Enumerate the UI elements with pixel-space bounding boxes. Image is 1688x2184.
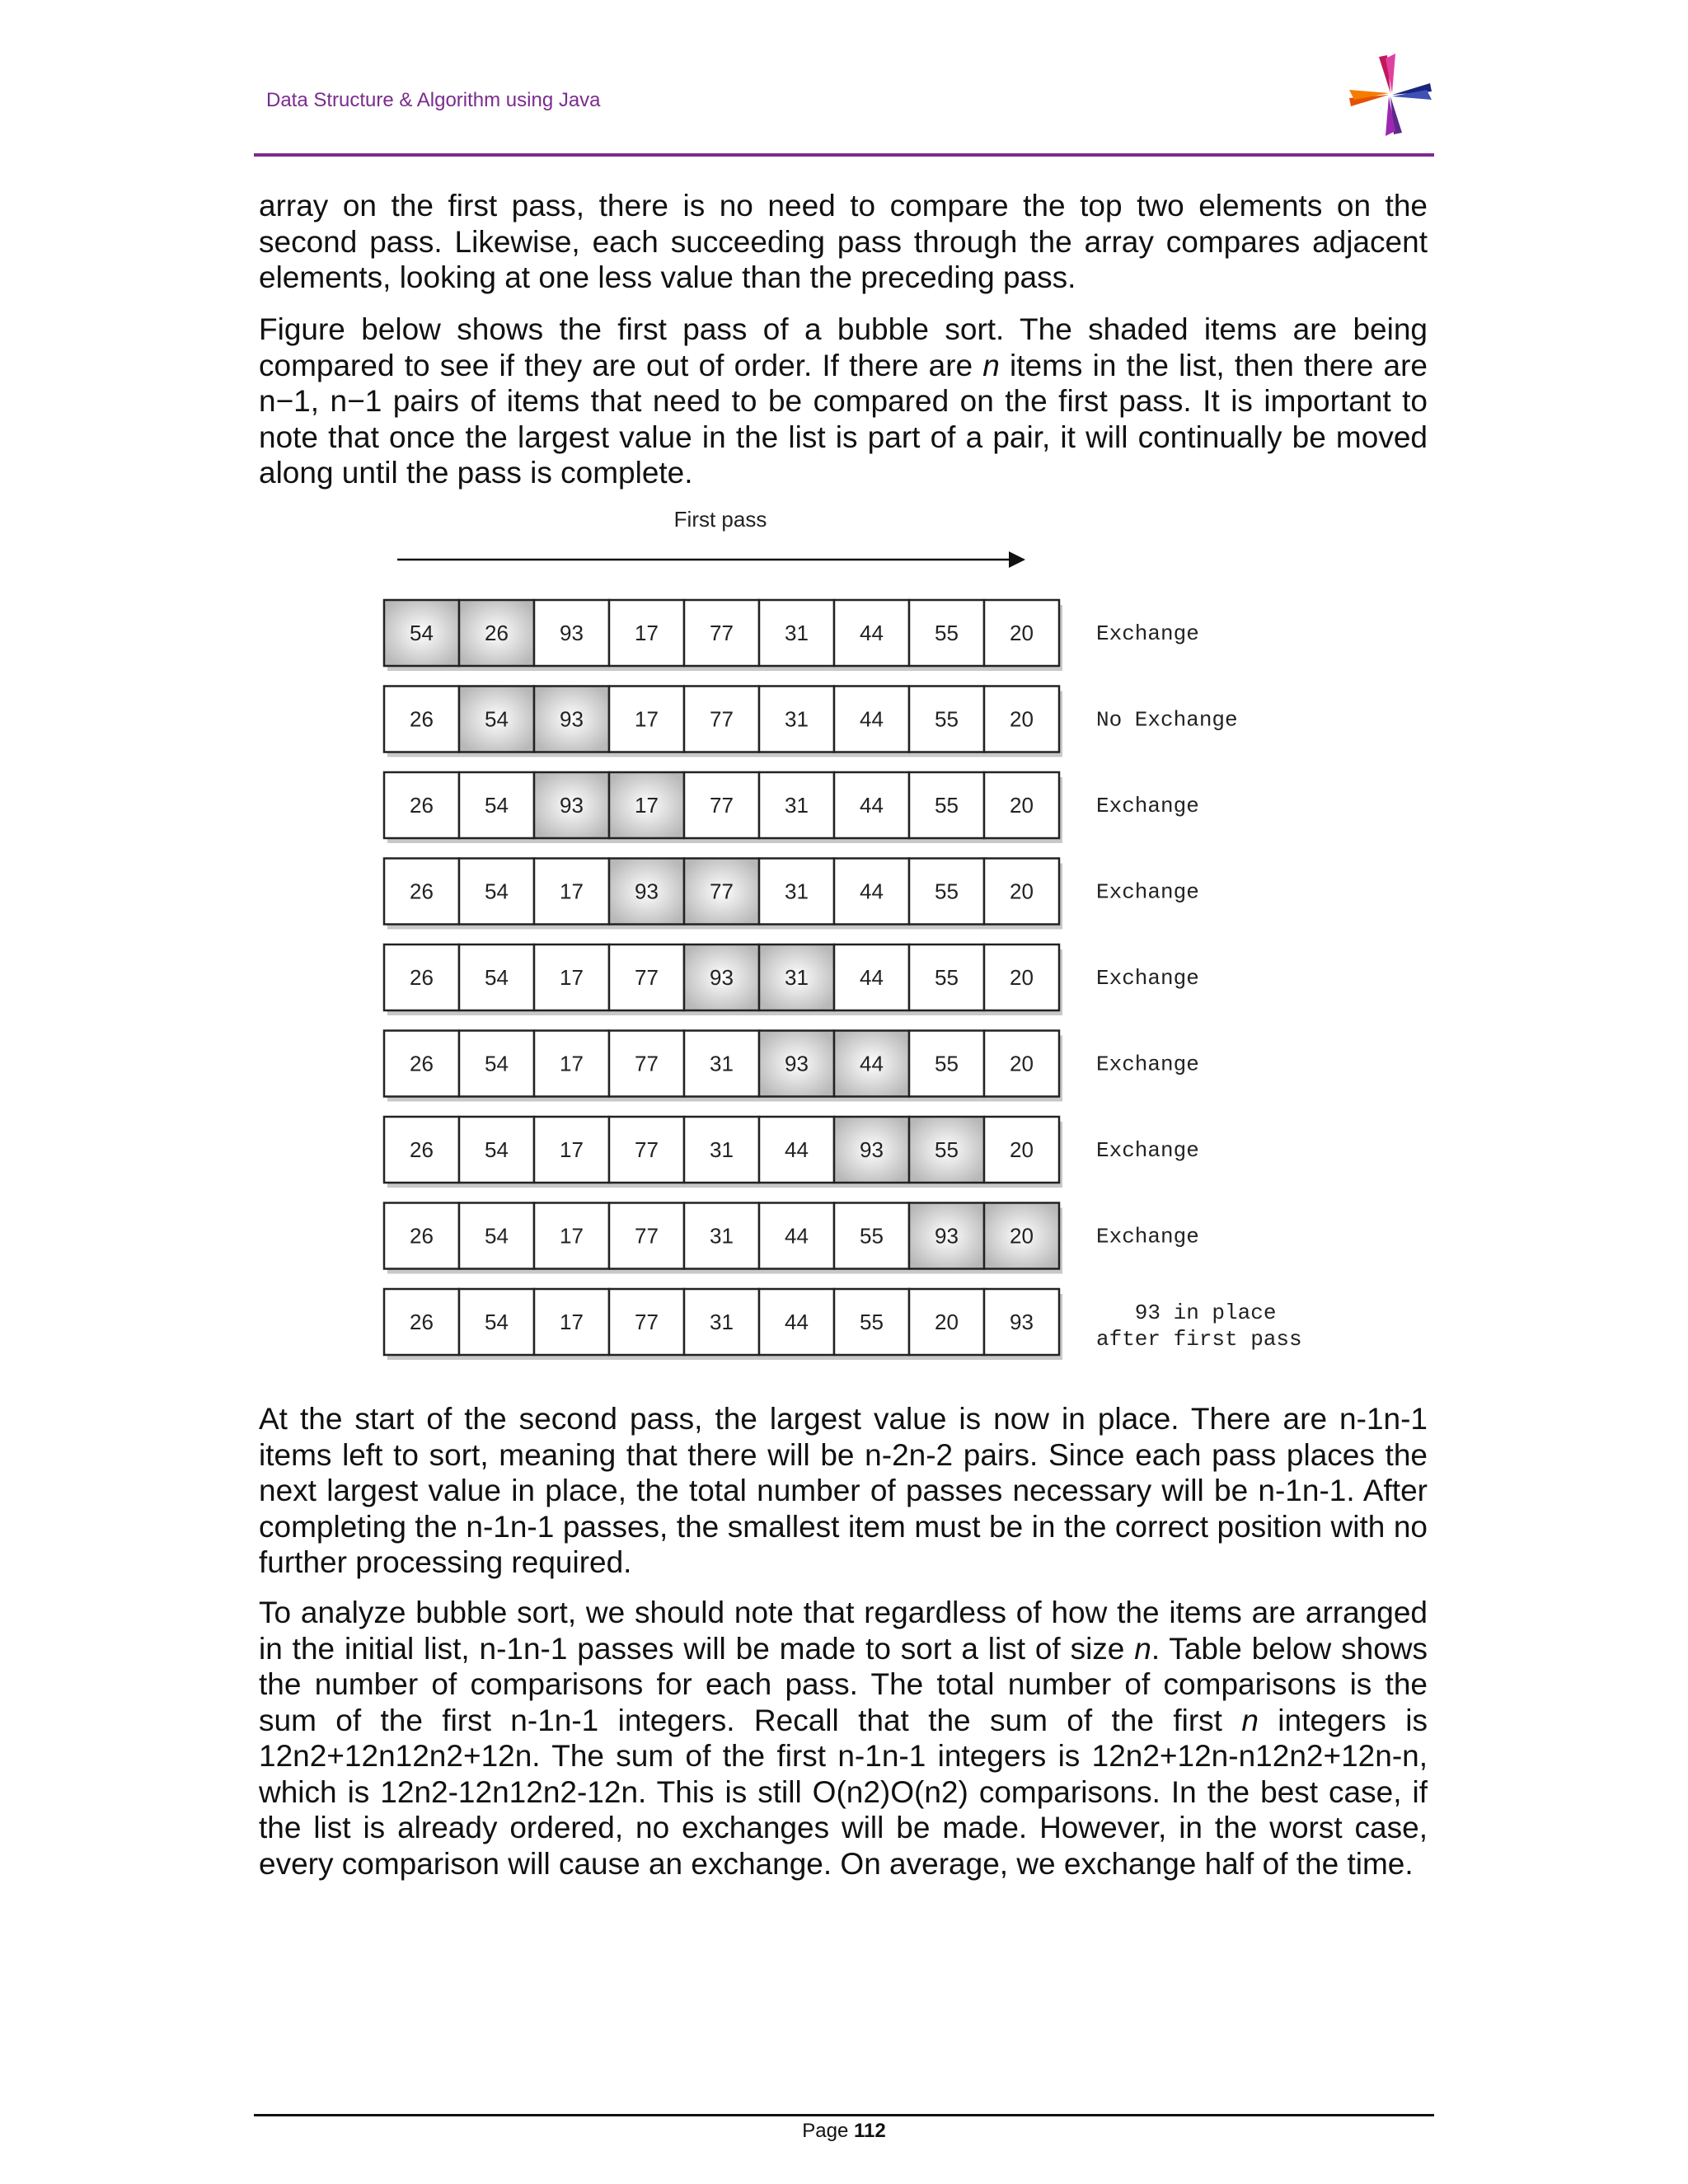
cell-value: 93 xyxy=(785,1051,809,1076)
cell-value: 20 xyxy=(1010,879,1034,904)
cell-value: 17 xyxy=(560,1051,584,1076)
cell-value: 93 xyxy=(935,1223,959,1249)
row-result-label: Exchange xyxy=(1096,966,1199,991)
cell-value: 44 xyxy=(860,793,884,818)
row-result-label: Exchange xyxy=(1096,794,1199,818)
row-result-label: Exchange xyxy=(1096,1138,1199,1163)
row-result-label: after first pass xyxy=(1096,1327,1302,1352)
cell-value: 31 xyxy=(785,621,809,645)
paragraph-2-text-b: items in the list, then there are n−1, n−1 pairs of items that need to be compared on the first pass. It is important to note that once the largest value in the list is part of a pair, it will continually be moved along until the pass is complete. xyxy=(259,348,1428,490)
cell-value: 77 xyxy=(710,621,734,645)
cell-value: 54 xyxy=(485,793,509,818)
paragraph-4-text-b: . Table below shows the number of comparisons for each pass. The total number of comparisons is the sum of the first n-1n-1 integers. Recall that the sum of the first xyxy=(259,1631,1428,1737)
paragraph-4-italic-n1: n xyxy=(1134,1631,1151,1666)
cell-value: 26 xyxy=(410,965,434,990)
cell-value: 20 xyxy=(1010,1137,1034,1162)
cell-value: 77 xyxy=(635,1137,659,1162)
cell-value: 20 xyxy=(1010,793,1034,818)
cell-value: 54 xyxy=(485,965,509,990)
cell-value: 54 xyxy=(485,1137,509,1162)
figure-row-9 xyxy=(384,1289,1302,1360)
figure-row-6 xyxy=(384,1031,1199,1102)
cell-value: 31 xyxy=(710,1310,734,1334)
cell-value: 93 xyxy=(560,706,584,732)
cell-value: 55 xyxy=(935,879,959,904)
running-header-title: Data Structure & Algorithm using Java xyxy=(266,89,601,111)
cell-value: 55 xyxy=(935,1137,959,1162)
cell-value: 55 xyxy=(935,965,959,990)
cell-value: 54 xyxy=(410,621,434,645)
cell-value: 55 xyxy=(860,1310,884,1334)
cell-value: 17 xyxy=(560,879,584,904)
row-result-label: Exchange xyxy=(1096,1052,1199,1077)
cell-value: 55 xyxy=(935,793,959,818)
cell-value: 54 xyxy=(485,1223,509,1249)
cell-value: 44 xyxy=(860,621,884,645)
cell-value: 26 xyxy=(410,1051,434,1076)
bubble-sort-first-pass-figure xyxy=(371,494,1327,1376)
cell-value: 31 xyxy=(785,706,809,732)
figure-rows xyxy=(384,600,1302,1360)
row-result-label: 93 in place xyxy=(1096,1301,1277,1325)
footer-rule xyxy=(254,2114,1434,2116)
cell-value: 44 xyxy=(860,706,884,732)
paragraph-4-italic-n2: n xyxy=(1241,1703,1259,1737)
paragraph-3-text: At the start of the second pass, the largest value is now in place. There are n-1n-1 items left to sort, meaning that there will be n-2n-2 pairs. Since each pass places the next largest value in place, the total number of passes necessary will be n-1n-1. After completing the n-1n-1 passes, the smallest item must be in the correct position with no further processing required. xyxy=(259,1402,1428,1579)
cell-value: 54 xyxy=(485,706,509,732)
cell-value: 31 xyxy=(710,1051,734,1076)
cell-value: 44 xyxy=(785,1223,809,1249)
cell-value: 20 xyxy=(1010,1223,1034,1249)
cell-value: 44 xyxy=(785,1310,809,1334)
cell-value: 26 xyxy=(410,1137,434,1162)
cell-value: 44 xyxy=(860,965,884,990)
paragraph-1 xyxy=(259,188,1428,296)
cell-value: 31 xyxy=(785,879,809,904)
cell-value: 17 xyxy=(560,1223,584,1249)
cell-value: 17 xyxy=(560,1310,584,1334)
figure-row-4 xyxy=(384,859,1199,930)
cell-value: 77 xyxy=(635,1310,659,1334)
cell-value: 44 xyxy=(785,1137,809,1162)
cell-value: 77 xyxy=(635,1051,659,1076)
row-result-label: Exchange xyxy=(1096,621,1199,646)
cell-value: 20 xyxy=(1010,706,1034,732)
cell-value: 44 xyxy=(860,879,884,904)
paragraph-3 xyxy=(259,1401,1428,1581)
cell-value: 93 xyxy=(560,621,584,645)
cell-value: 54 xyxy=(485,1310,509,1334)
paragraph-2-text-a: Figure below shows the first pass of a bubble sort. The shaded items are being compared to see if they are out of order. If there are xyxy=(259,312,1428,382)
cell-value: 93 xyxy=(860,1137,884,1162)
cell-value: 77 xyxy=(710,879,734,904)
cell-value: 93 xyxy=(1010,1310,1034,1334)
cell-value: 17 xyxy=(635,706,659,732)
cell-value: 77 xyxy=(635,965,659,990)
cell-value: 17 xyxy=(560,1137,584,1162)
figure-row-2 xyxy=(384,687,1238,757)
paragraph-1-text: array on the first pass, there is no need to compare the top two elements on the second pass. Likewise, each succeeding pass through the array compares adjacent elements, looking at one less value than the preceding pass. xyxy=(259,189,1428,294)
row-result-label: No Exchange xyxy=(1096,707,1238,733)
paragraph-4 xyxy=(259,1595,1428,1882)
paragraph-4-text-c: integers is 12n2+12n12n2+12n. The sum of the first n-1n-1 integers is 12n2+12n-n12n2+12n-n, which is 12n2-12n12n2-12n. This is still O(n2)O(n2) comparisons. In the best case, if the list is already ordered, no exchanges will be made. However, in the worst case, every comparison will cause an exchange. On average, we exchange half of the time. xyxy=(259,1703,1428,1881)
page-number: 112 xyxy=(854,2120,886,2142)
figure-row-1 xyxy=(384,600,1199,671)
paragraph-2 xyxy=(259,312,1428,491)
figure-row-7 xyxy=(384,1117,1199,1188)
cell-value: 93 xyxy=(710,965,734,990)
cell-value: 26 xyxy=(410,706,434,732)
cell-value: 31 xyxy=(785,793,809,818)
cell-value: 31 xyxy=(785,965,809,990)
cell-value: 31 xyxy=(710,1223,734,1249)
figure-row-8 xyxy=(384,1203,1199,1274)
cell-value: 20 xyxy=(1010,621,1034,645)
header-rule xyxy=(254,153,1434,157)
cell-value: 26 xyxy=(485,621,509,645)
cell-value: 54 xyxy=(485,1051,509,1076)
cell-value: 17 xyxy=(635,621,659,645)
row-result-label: Exchange xyxy=(1096,1224,1199,1249)
figure-row-5 xyxy=(384,944,1199,1015)
cell-value: 26 xyxy=(410,1223,434,1249)
cell-value: 55 xyxy=(935,706,959,732)
cell-value: 20 xyxy=(1010,1051,1034,1076)
cell-value: 55 xyxy=(935,1051,959,1076)
pinwheel-logo-icon xyxy=(1342,51,1439,138)
figure-title: First pass xyxy=(673,507,767,532)
cell-value: 26 xyxy=(410,879,434,904)
page-label: Page xyxy=(802,2120,849,2142)
cell-value: 26 xyxy=(410,1310,434,1334)
cell-value: 93 xyxy=(635,879,659,904)
figure-row-3 xyxy=(384,772,1199,843)
cell-value: 77 xyxy=(710,706,734,732)
cell-value: 44 xyxy=(860,1051,884,1076)
cell-value: 54 xyxy=(485,879,509,904)
row-result-label: Exchange xyxy=(1096,879,1199,905)
cell-value: 31 xyxy=(710,1137,734,1162)
cell-value: 17 xyxy=(635,793,659,818)
paragraph-4-text-a: To analyze bubble sort, we should note that regardless of how the items are arranged in the initial list, n-1n-1 passes will be made to sort a list of size xyxy=(259,1596,1428,1666)
cell-value: 93 xyxy=(560,793,584,818)
cell-value: 55 xyxy=(860,1223,884,1249)
cell-value: 77 xyxy=(635,1223,659,1249)
cell-value: 77 xyxy=(710,793,734,818)
cell-value: 55 xyxy=(935,621,959,645)
paragraph-2-italic-n: n xyxy=(982,348,1000,382)
cell-value: 26 xyxy=(410,793,434,818)
cell-value: 20 xyxy=(1010,965,1034,990)
page-footer xyxy=(0,2120,1688,2143)
cell-value: 20 xyxy=(935,1310,959,1334)
cell-value: 17 xyxy=(560,965,584,990)
